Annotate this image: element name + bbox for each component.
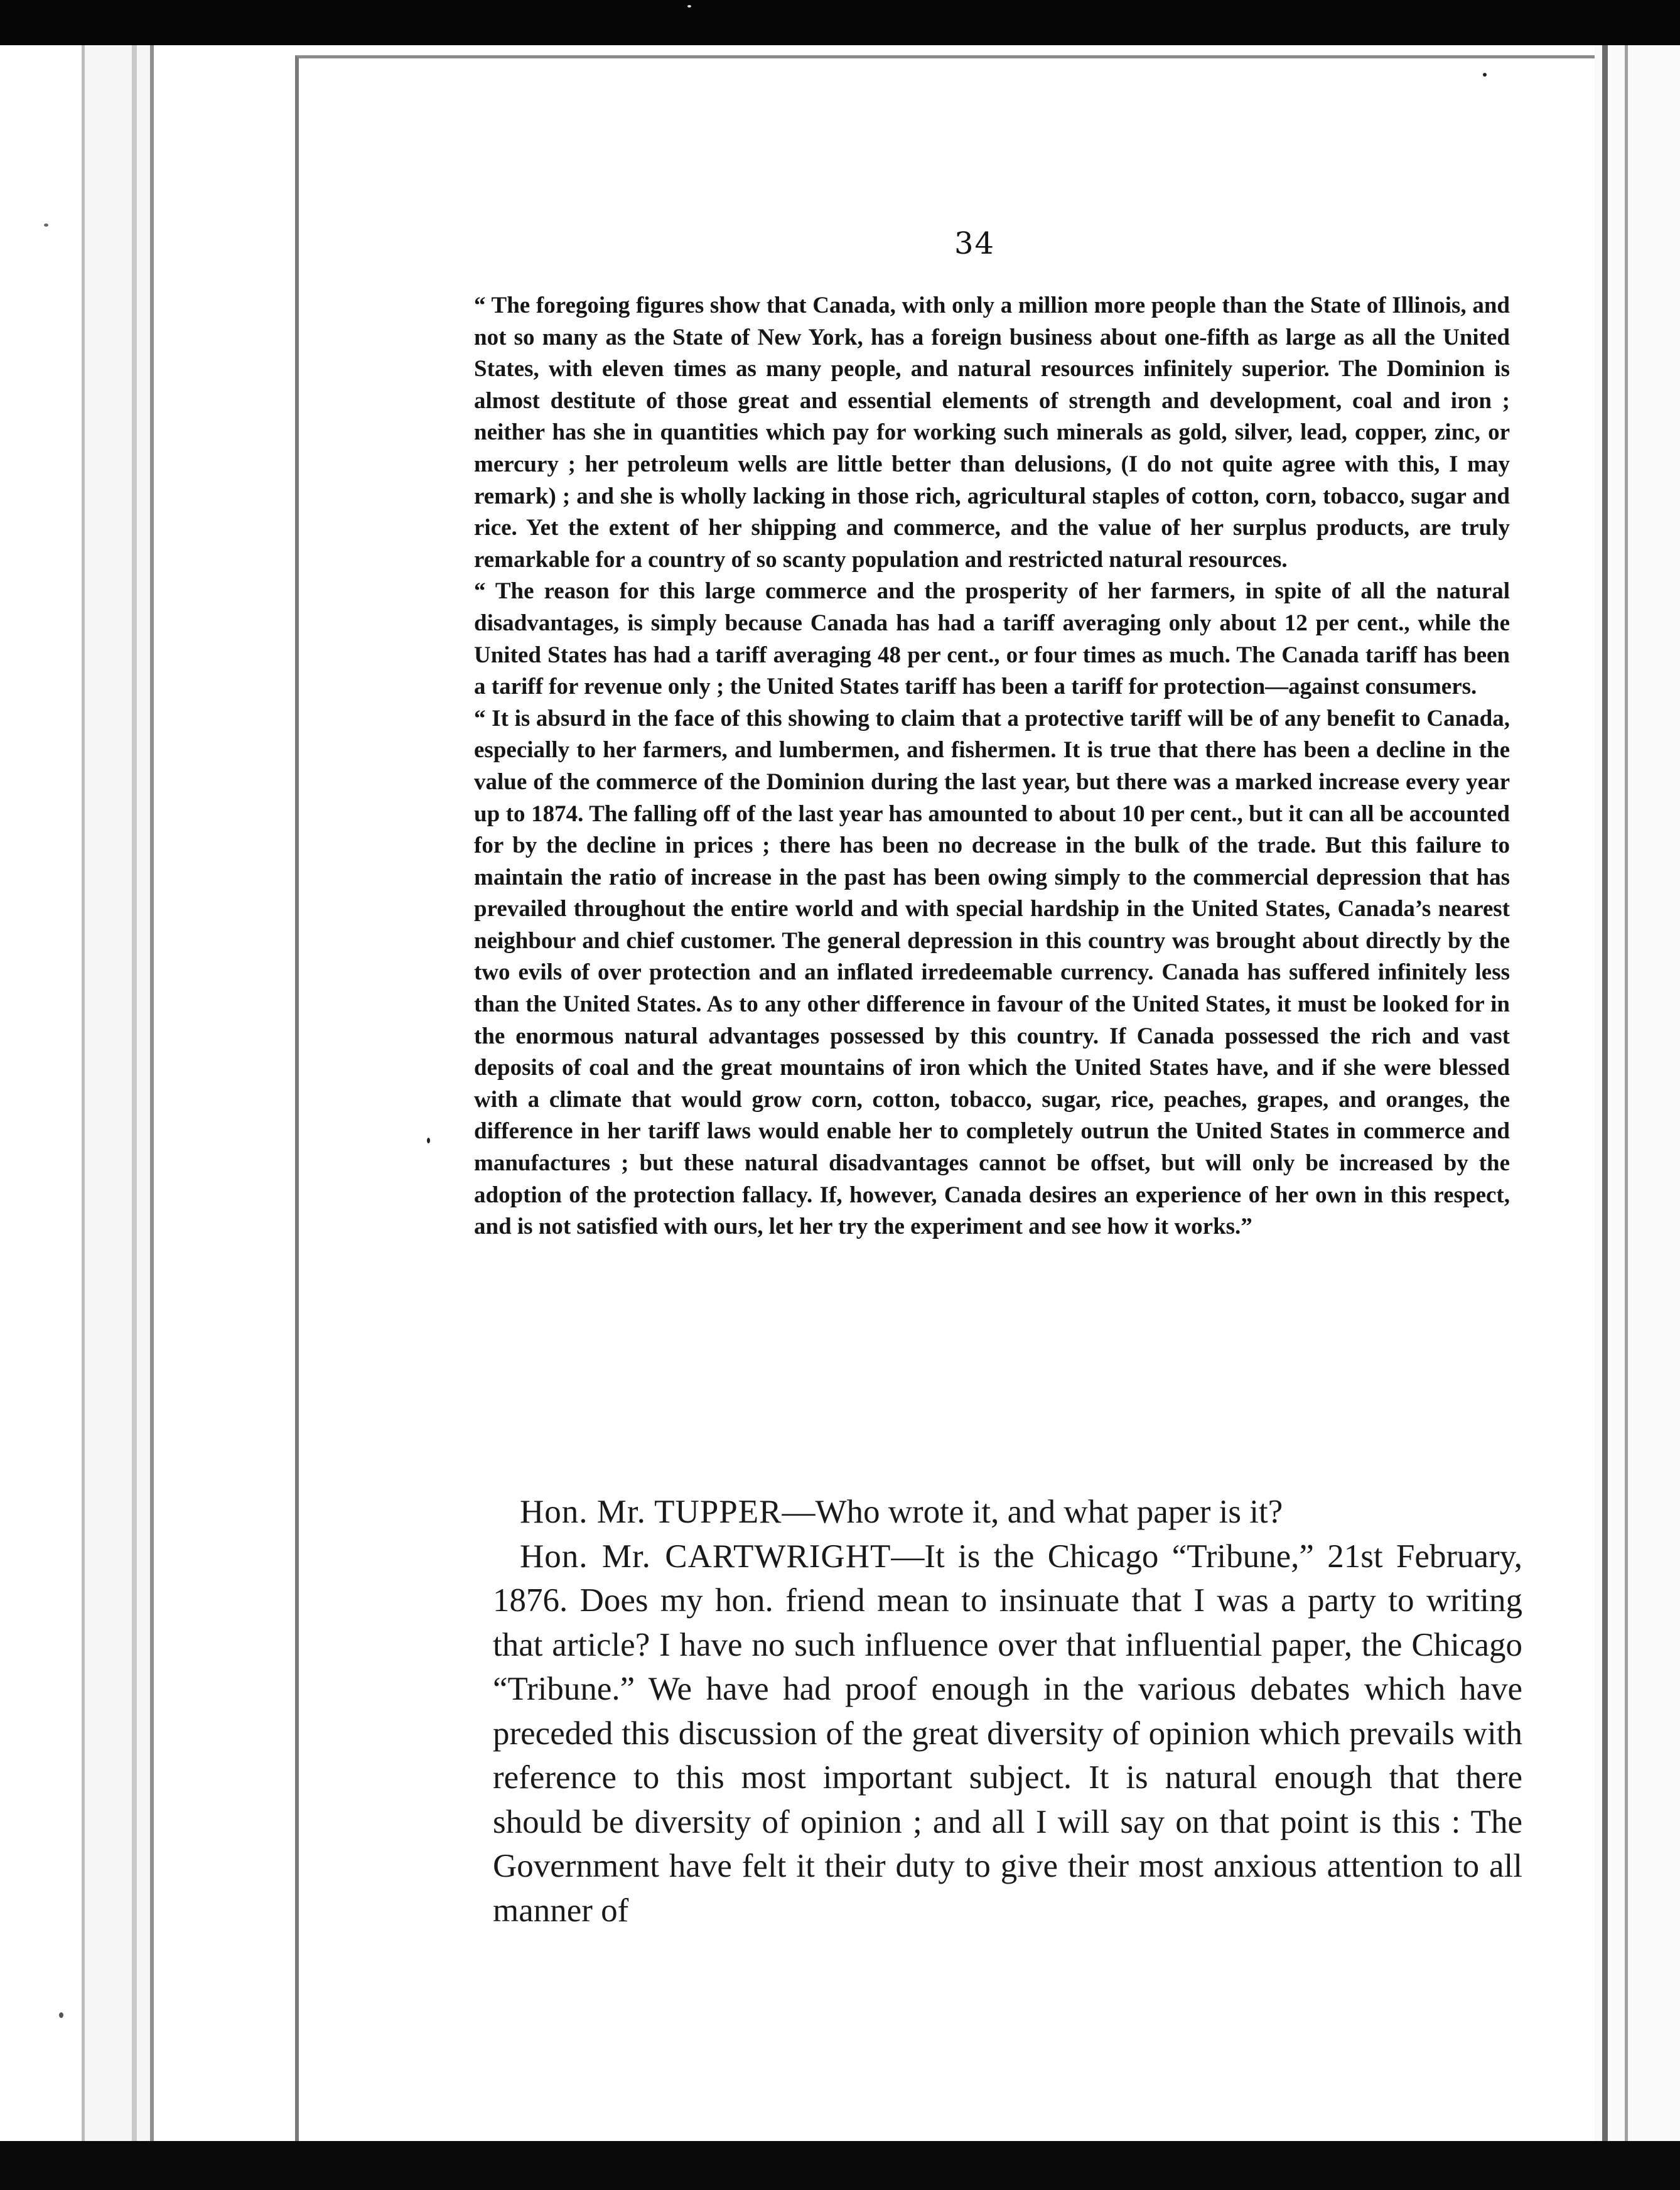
scan-speck <box>44 224 48 227</box>
speaker-name: Hon. Mr. CARTWRIGHT <box>520 1538 891 1575</box>
scan-bottom-border <box>0 2141 1680 2190</box>
quoted-article <box>474 290 1510 1243</box>
speech-paragraph-cartwright <box>493 1535 1522 1933</box>
speech-text: —Who wrote it, and what paper is it? <box>782 1494 1283 1530</box>
debate-transcript <box>493 1490 1522 1933</box>
quote-paragraph: “ The foregoing figures show that Canada, with only a million more people than the State of Illinois, and not so many as the State of New York, has a foreign business about one-fifth as large as all the United States, with eleven times as many people, and natural resources infinitely superior. The Dominion is almost destitute of those great and essential elements of strength and development, coal and iron ; neither has she in quantities which pay for working such minerals as gold, silver, lead, copper, zinc, or mercury ; her petroleum wells are little better than delusions, (I do not quite agree with this, I may remark) ; and she is wholly lacking in those rich, agricultural staples of cotton, corn, tobacco, sugar and rice. Yet the extent of her shipping and commerce, and the value of her surplus products, are truly remarkable for a country of so scanty population and restricted natural resources. <box>474 293 1510 573</box>
scan-top-border <box>0 0 1680 45</box>
speaker-name: Hon. Mr. TUPPER <box>520 1494 782 1530</box>
speech-paragraph-tupper <box>493 1490 1522 1535</box>
quote-paragraph: “ The reason for this large commerce and the prosperity of her farmers, in spite of all the natural disadvantages, is simply because Canada has had a tariff averaging only about 12 per cent., while the United States has had a tariff averaging 48 per cent., or four times as much. The Canada tariff has been a tariff for revenue only ; the United States tariff has been a tariff for protection—against consumers. <box>474 578 1510 700</box>
scan-speck <box>427 1138 430 1143</box>
scan-speck <box>687 5 691 8</box>
right-edge-shadow-secondary <box>1625 45 1628 2142</box>
quote-paragraph: “ It is absurd in the face of this showing to claim that a protective tariff will be of any benefit to Canada, especially to her farmers, and lumbermen, and fishermen. It is true that there has been a decline in the value of the commerce of the Dominion during the last year, but there was a marked increase every year up to 1874. The falling off of the last year has amounted to about 10 per cent., but it can all be accounted for by the decline in prices ; there has been no decrease in the bulk of the trade. But this failure to maintain the ratio of increase in the past has been owing simply to the commercial depression that has prevailed throughout the entire world and with special hardship in the United States, Canada’s nearest neighbour and chief customer. The general depression in this country was brought about directly by the two evils of over protection and an inflated irredeemable currency. Canada has suffered infinitely less than the United States. As to any other difference in favour of the United States, it must be looked for in the enormous natural advantages possessed by this country. If Canada possessed the rich and vast deposits of coal and the great mountains of iron which the United States have, and if she were blessed with a climate that would grow corn, cotton, tobacco, sugar, rice, peaches, grapes, and oranges, the difference in her tariff laws would enable her to completely outrun the United States in commerce and manufactures ; but these natural disadvantages cannot be offset, but will only be increased by the adoption of the protection fallacy. If, however, Canada desires an experience of her own in this respect, and is not satisfied with ours, let her try the experiment and see how it works.” <box>474 705 1510 1240</box>
facing-page-edge <box>82 45 154 2142</box>
speech-text: —It is the Chicago “Tribune,” 21st February, 1876. Does my hon. friend mean to insinuate that I was a party to writing that article? I have no such influence over that influential paper, the Chicago “Tribune.” We have had proof enough in the various debates which have preceded this discussion of the great diversity of opinion which prevails with reference to this most important subject. It is natural enough that there should be diversity of opinion ; and all I will say on that point is this : The Government have felt it their duty to give their most anxious attention to all manner of <box>493 1538 1522 1929</box>
facing-page-fold <box>132 45 137 2142</box>
scan-speck <box>59 2012 63 2018</box>
page-number: 34 <box>954 226 996 261</box>
right-edge-shadow <box>1602 45 1608 2142</box>
scan-speck <box>1483 73 1487 77</box>
